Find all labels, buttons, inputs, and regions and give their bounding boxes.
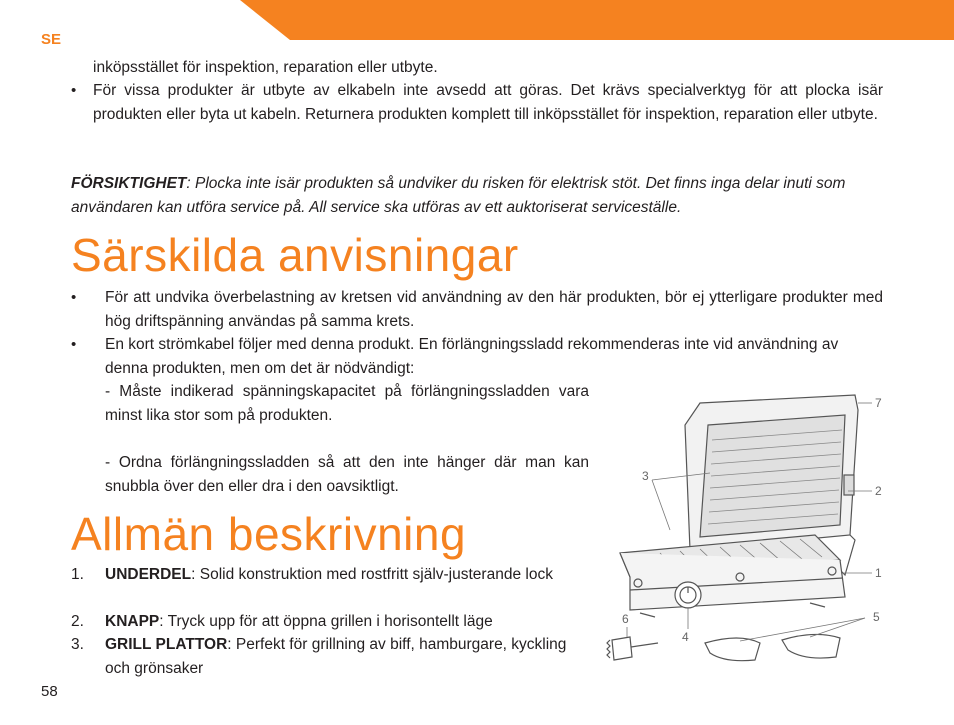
list-item — [105, 610, 589, 634]
list-item — [105, 563, 589, 587]
callout-6: 6 — [622, 612, 629, 626]
list-item-text: : Perfekt för grillning av biff, hamburgare, kyckling och grönsaker — [105, 636, 567, 677]
warning-text: : Plocka inte isär produkten så undviker du risken för elektrisk stöt. Det finns inga delar inuti som användaren kan utföra service på. All service ska utföras av ett auktoriserat serviceställe. — [71, 175, 846, 216]
language-label: SE — [41, 31, 62, 48]
section1-bullet-2: En kort strömkabel följer med denna produkt. En förlängningssladd rekommenderas inte vid användning av denna produkten, men om det är nödvändigt: — [105, 336, 839, 377]
callout-3: 3 — [642, 469, 649, 483]
callout-4: 4 — [682, 630, 689, 644]
list-item-label: GRILL PLATTOR — [105, 636, 228, 653]
callout-2: 2 — [875, 484, 882, 498]
section1-bullet-1: För att undvika överbelastning av kretsen vid användning av den här produkten, bör ej ytterligare produkter med hög driftspänning användas på samma krets. — [105, 289, 883, 330]
page-number: 58 — [41, 683, 58, 700]
dash-item-1: - Måste indikerad spänningskapacitet på förlängningssladden vara minst lika stor som på produkten. — [105, 383, 589, 424]
callout-5: 5 — [873, 610, 880, 624]
callout-7: 7 — [875, 396, 882, 410]
list-number: 3. — [71, 636, 84, 653]
list-item-text: : Solid konstruktion med rostfritt själv-justerande lock — [191, 566, 553, 583]
bullet-icon: • — [71, 82, 77, 99]
bullet-icon: • — [71, 336, 77, 353]
list-item-text: : Tryck upp för att öppna grillen i horisontellt läge — [159, 613, 493, 630]
section-title-special-instructions: Särskilda anvisningar — [71, 229, 519, 281]
header-accent-bar — [240, 0, 954, 40]
intro-line: inköpsstället för inspektion, reparation eller utbyte. — [93, 59, 438, 76]
dash-item-2: - Ordna förlängningssladden så att den inte hänger där man kan snubbla över den eller dra i den oavsiktligt. — [105, 454, 589, 495]
warning-paragraph — [71, 172, 883, 219]
intro-bullet-text: För vissa produkter är utbyte av elkabeln inte avsedd att göras. Det krävs specialverktyg för att plocka isär produkten eller byta ut kabeln. Returnera produkten komplett till inköpsstället för inspektion, reparation eller utbyte. — [93, 82, 883, 123]
list-item — [105, 633, 589, 680]
grill-illustration — [600, 385, 890, 685]
list-number: 1. — [71, 566, 84, 583]
warning-label: FÖRSIKTIGHET — [71, 175, 187, 192]
section-title-general-description: Allmän beskrivning — [71, 508, 467, 560]
list-item-label: UNDERDEL — [105, 566, 192, 583]
list-number: 2. — [71, 613, 84, 630]
list-item-label: KNAPP — [105, 613, 160, 630]
bullet-icon: • — [71, 289, 77, 306]
callout-1: 1 — [875, 566, 882, 580]
